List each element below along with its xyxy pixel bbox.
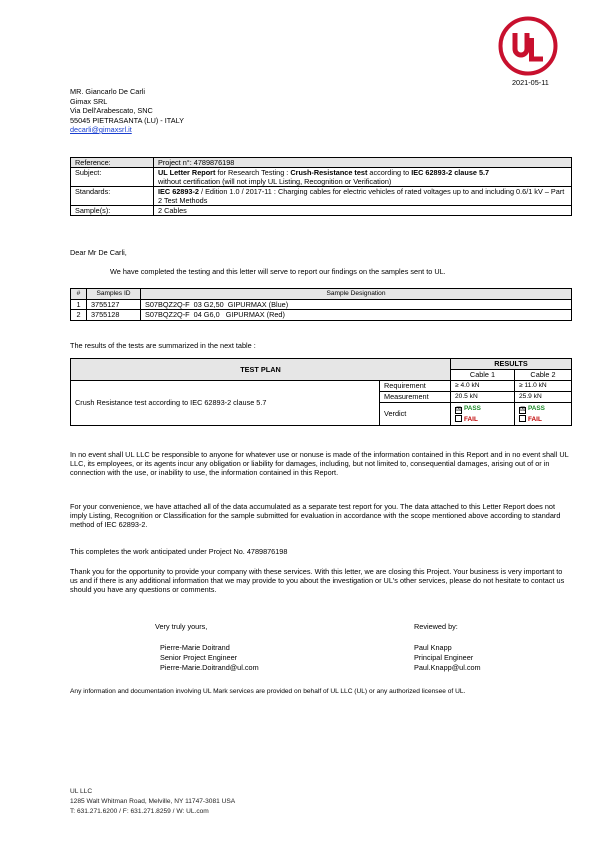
checked-box-icon: ☒ xyxy=(520,407,526,413)
table-row xyxy=(71,381,572,392)
reviewer-heading: Reviewed by: xyxy=(414,622,458,631)
sample-num: 1 xyxy=(71,299,87,310)
samples-value: 2 Cables xyxy=(154,206,572,216)
completes-paragraph: This completes the work anticipated under Project No. 4789876198 xyxy=(70,547,288,556)
ul-logo xyxy=(498,16,558,76)
footer-address: 1285 Walt Whitman Road, Melville, NY 11747-3081 USA xyxy=(70,798,236,806)
checked-box-icon: ☒ xyxy=(456,407,462,413)
reference-label: Reference: xyxy=(71,158,154,168)
cable2-verdict: ☒ PASS FAIL xyxy=(515,403,572,426)
cable1-measurement: 20.5 kN xyxy=(451,392,515,403)
sample-designation: S07BQZ2Q-F 04 G6,0 GIPURMAX (Red) xyxy=(141,310,572,321)
sample-id: 3755128 xyxy=(87,310,141,321)
recipient-name: MR. Giancarlo De Carli xyxy=(70,87,146,96)
table-row xyxy=(71,310,572,321)
measurement-label: Measurement xyxy=(380,392,451,403)
unchecked-box-icon xyxy=(455,415,462,422)
footer xyxy=(70,787,235,818)
requirement-label: Requirement xyxy=(380,381,451,392)
footer-company: UL LLC xyxy=(70,788,93,795)
col-header-designation: Sample Designation xyxy=(141,289,572,300)
recipient-company: Gimax SRL xyxy=(70,96,108,106)
signatory-title: Senior Project Engineer xyxy=(160,653,238,662)
col-header-num: # xyxy=(71,289,87,300)
recipient-city: 55045 PIETRASANTA (LU) - ITALY xyxy=(70,115,184,125)
reviewer-title: Principal Engineer xyxy=(414,653,474,662)
letter-date: 2021-05-11 xyxy=(512,78,549,87)
unchecked-box-icon xyxy=(519,415,526,422)
test-name: Crush Resistance test according to IEC 62893-2 clause 5.7 xyxy=(71,381,380,426)
signatory-name: Pierre-Marie Doitrand xyxy=(160,643,230,652)
table-row xyxy=(71,168,572,187)
results-table xyxy=(70,358,572,426)
cable1-header: Cable 1 xyxy=(451,370,515,381)
summary-intro: The results of the tests are summarized in the next table : xyxy=(70,341,256,350)
convenience-paragraph: For your convenience, we have attached all of the data accumulated as a separate test report for you. The data attached to this Letter Report does not imply Listing, Recognition or Classification for the sample submitted for evaluation in accordance with the scope mentioned above according to standard method of IEC 62893-2. xyxy=(70,502,561,530)
standards-label: Standards: xyxy=(71,187,154,206)
reviewer-email: Paul.Knapp@ul.com xyxy=(414,663,481,672)
liability-paragraph: In no event shall UL LLC be responsible to anyone for whatever use or nonuse is made of the information contained in this Report and in no event shall UL LLC, its employees, or its agents incur any obligation or liability for damages, including, but not limited to, consequential damages, arising out of or in connection with the use, or inability to use, the information contained in this Report. xyxy=(70,450,569,478)
cable1-verdict: ☒ PASS FAIL xyxy=(451,403,515,426)
table-row xyxy=(71,158,572,168)
table-header-row xyxy=(71,359,572,370)
table-row xyxy=(71,299,572,310)
reviewer-name: Paul Knapp xyxy=(414,643,452,652)
samples-label: Sample(s): xyxy=(71,206,154,216)
sign-off-heading: Very truly yours, xyxy=(155,622,208,631)
cable1-requirement: ≥ 4.0 kN xyxy=(451,381,515,392)
thanks-paragraph: Thank you for the opportunity to provide your company with these services. With this letter, we are closing this Project. Your business is very important to us and if there is any additional information that we may provide to you about the investigation or UL's other services, please do not hesitate to contact us should you have any questions or comments. xyxy=(70,567,565,595)
recipient-street: Via Dell'Arabescato, SNC xyxy=(70,106,153,115)
verdict-label: Verdict xyxy=(380,403,451,426)
footer-contact: T: 631.271.6200 / F: 631.271.8259 / W: UL.com xyxy=(70,808,209,816)
sample-id: 3755127 xyxy=(87,299,141,310)
cable2-measurement: 25.9 kN xyxy=(515,392,572,403)
cable2-header: Cable 2 xyxy=(515,370,572,381)
test-plan-header: TEST PLAN xyxy=(71,359,451,381)
results-header: RESULTS xyxy=(451,359,572,370)
reference-table xyxy=(70,157,572,216)
col-header-id: Samples ID xyxy=(87,289,141,300)
recipient-address xyxy=(70,87,184,135)
signatory-email: Pierre-Marie.Doitrand@ul.com xyxy=(160,663,259,672)
table-header-row xyxy=(71,289,572,300)
standards-value: IEC 62893-2 / Edition 1.0 / 2017-11 : Charging cables for electric vehicles of rated voltages up to and including 0.6/1 kV – Part 2 Test Methods xyxy=(154,187,572,206)
subject-value: UL Letter Report for Research Testing : Crush-Resistance test according to IEC 62893-2 clause 5.7 without certification (will not imply UL Listing, Recognition or Verification) xyxy=(154,168,572,187)
table-row xyxy=(71,187,572,206)
subject-label: Subject: xyxy=(71,168,154,187)
sample-num: 2 xyxy=(71,310,87,321)
table-row xyxy=(71,206,572,216)
cable2-requirement: ≥ 11.0 kN xyxy=(515,381,572,392)
sample-designation: S07BQZ2Q-F 03 G2,50 GIPURMAX (Blue) xyxy=(141,299,572,310)
disclaimer: Any information and documentation involving UL Mark services are provided on behalf of UL LLC (UL) or any authorized licensee of UL. xyxy=(70,688,466,695)
intro-text: We have completed the testing and this letter will serve to report our findings on the samples sent to UL. xyxy=(110,267,446,276)
reference-value: Project n°: 4789876198 xyxy=(154,158,572,168)
reviewer-block xyxy=(414,643,481,673)
signatory-block xyxy=(160,643,259,673)
recipient-email-link[interactable]: decarli@gimaxsrl.it xyxy=(70,125,132,134)
salutation: Dear Mr De Carli, xyxy=(70,248,127,257)
samples-table xyxy=(70,288,572,321)
